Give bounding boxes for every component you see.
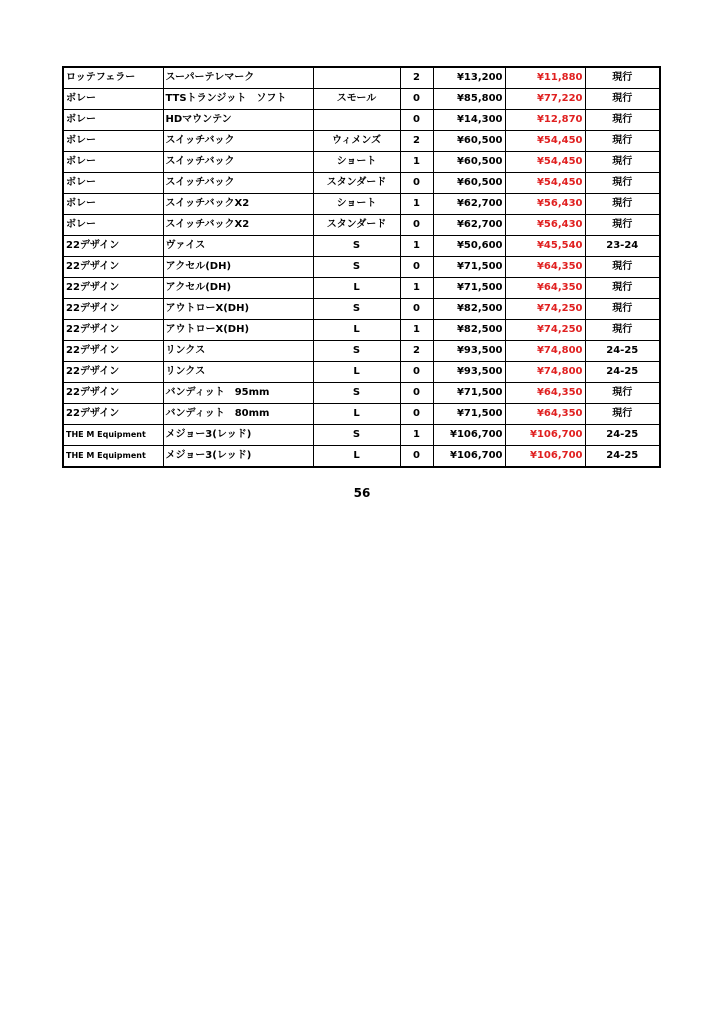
brand-cell: 22デザイン [63,341,163,362]
quantity-cell: 0 [400,383,433,404]
brand-cell: 22デザイン [63,362,163,383]
size-cell: S [313,425,400,446]
list-price-cell: ¥93,500 [433,341,505,362]
brand-cell: ボレー [63,152,163,173]
table-row [63,173,660,194]
sale-price-cell: ¥64,350 [505,257,585,278]
status-cell: 現行 [585,110,660,131]
list-price-cell: ¥62,700 [433,215,505,236]
table-row [63,194,660,215]
sale-price-cell: ¥54,450 [505,152,585,173]
list-price-cell: ¥71,500 [433,404,505,425]
brand-cell: THE M Equipment [63,425,163,446]
quantity-cell: 0 [400,215,433,236]
model-cell: TTSトランジット ソフト [163,89,313,110]
size-cell: L [313,446,400,468]
status-cell: 現行 [585,67,660,89]
inventory-table [62,66,661,468]
sale-price-cell: ¥106,700 [505,446,585,468]
status-cell: 現行 [585,131,660,152]
sale-price-cell: ¥64,350 [505,404,585,425]
model-cell: アウトローX(DH) [163,299,313,320]
size-cell: ショート [313,194,400,215]
sale-price-cell: ¥12,870 [505,110,585,131]
brand-cell: ボレー [63,110,163,131]
list-price-cell: ¥62,700 [433,194,505,215]
list-price-cell: ¥60,500 [433,131,505,152]
status-cell: 現行 [585,173,660,194]
status-cell: 24-25 [585,362,660,383]
model-cell: バンディット 95mm [163,383,313,404]
size-cell: S [313,257,400,278]
sale-price-cell: ¥11,880 [505,67,585,89]
page-number: 56 [353,486,371,500]
size-cell: L [313,362,400,383]
table-row [63,362,660,383]
brand-cell: 22デザイン [63,257,163,278]
status-cell: 24-25 [585,425,660,446]
brand-cell: 22デザイン [63,383,163,404]
model-cell: リンクス [163,362,313,383]
table-row [63,299,660,320]
status-cell: 現行 [585,320,660,341]
model-cell: スイッチバックX2 [163,215,313,236]
size-cell: S [313,341,400,362]
status-cell: 現行 [585,383,660,404]
list-price-cell: ¥106,700 [433,425,505,446]
size-cell: ショート [313,152,400,173]
quantity-cell: 0 [400,257,433,278]
status-cell: 現行 [585,404,660,425]
status-cell: 現行 [585,152,660,173]
quantity-cell: 1 [400,320,433,341]
list-price-cell: ¥14,300 [433,110,505,131]
size-cell: S [313,236,400,257]
quantity-cell: 0 [400,299,433,320]
quantity-cell: 1 [400,236,433,257]
status-cell: 24-25 [585,446,660,468]
status-cell: 現行 [585,215,660,236]
brand-cell: 22デザイン [63,404,163,425]
size-cell: ウィメンズ [313,131,400,152]
list-price-cell: ¥82,500 [433,320,505,341]
brand-cell: 22デザイン [63,236,163,257]
list-price-cell: ¥85,800 [433,89,505,110]
sale-price-cell: ¥45,540 [505,236,585,257]
model-cell: メジョー3(レッド) [163,425,313,446]
sale-price-cell: ¥54,450 [505,173,585,194]
quantity-cell: 1 [400,425,433,446]
table-row [63,257,660,278]
sale-price-cell: ¥74,250 [505,299,585,320]
sale-price-cell: ¥74,800 [505,341,585,362]
model-cell: リンクス [163,341,313,362]
sale-price-cell: ¥56,430 [505,215,585,236]
list-price-cell: ¥93,500 [433,362,505,383]
quantity-cell: 1 [400,194,433,215]
table-row [63,236,660,257]
size-cell: S [313,299,400,320]
brand-cell: ロッテフェラー [63,67,163,89]
table-row [63,425,660,446]
status-cell: 現行 [585,299,660,320]
sale-price-cell: ¥56,430 [505,194,585,215]
quantity-cell: 1 [400,152,433,173]
quantity-cell: 2 [400,67,433,89]
model-cell: アクセル(DH) [163,257,313,278]
list-price-cell: ¥71,500 [433,383,505,404]
table-row [63,383,660,404]
table-row [63,341,660,362]
list-price-cell: ¥71,500 [433,278,505,299]
model-cell: バンディット 80mm [163,404,313,425]
quantity-cell: 0 [400,362,433,383]
table-row [63,67,660,89]
size-cell: L [313,404,400,425]
model-cell: スイッチバック [163,152,313,173]
list-price-cell: ¥71,500 [433,257,505,278]
status-cell: 23-24 [585,236,660,257]
quantity-cell: 1 [400,278,433,299]
model-cell: スイッチバックX2 [163,194,313,215]
quantity-cell: 0 [400,89,433,110]
brand-cell: ボレー [63,173,163,194]
model-cell: スイッチバック [163,173,313,194]
brand-cell: 22デザイン [63,278,163,299]
size-cell: L [313,320,400,341]
table-row [63,320,660,341]
table-row [63,152,660,173]
sale-price-cell: ¥54,450 [505,131,585,152]
sale-price-cell: ¥77,220 [505,89,585,110]
model-cell: HDマウンテン [163,110,313,131]
brand-cell: 22デザイン [63,299,163,320]
sale-price-cell: ¥64,350 [505,278,585,299]
sale-price-cell: ¥106,700 [505,425,585,446]
list-price-cell: ¥106,700 [433,446,505,468]
quantity-cell: 0 [400,446,433,468]
size-cell: スタンダード [313,215,400,236]
size-cell: スモール [313,89,400,110]
model-cell: アウトローX(DH) [163,320,313,341]
brand-cell: ボレー [63,215,163,236]
brand-cell: ボレー [63,131,163,152]
size-cell: S [313,383,400,404]
quantity-cell: 0 [400,173,433,194]
status-cell: 24-25 [585,341,660,362]
quantity-cell: 0 [400,110,433,131]
brand-cell: ボレー [63,194,163,215]
brand-cell: 22デザイン [63,320,163,341]
table-row [63,110,660,131]
quantity-cell: 2 [400,341,433,362]
size-cell [313,110,400,131]
table-row [63,446,660,468]
brand-cell: THE M Equipment [63,446,163,468]
model-cell: メジョー3(レッド) [163,446,313,468]
model-cell: ヴァイス [163,236,313,257]
quantity-cell: 0 [400,404,433,425]
size-cell: L [313,278,400,299]
sale-price-cell: ¥64,350 [505,383,585,404]
sale-price-cell: ¥74,250 [505,320,585,341]
inventory-table-body [63,67,660,467]
quantity-cell: 2 [400,131,433,152]
table-row [63,404,660,425]
list-price-cell: ¥13,200 [433,67,505,89]
list-price-cell: ¥50,600 [433,236,505,257]
table-row [63,131,660,152]
list-price-cell: ¥60,500 [433,173,505,194]
table-row [63,89,660,110]
brand-cell: ボレー [63,89,163,110]
list-price-cell: ¥82,500 [433,299,505,320]
size-cell [313,67,400,89]
model-cell: アクセル(DH) [163,278,313,299]
status-cell: 現行 [585,257,660,278]
list-price-cell: ¥60,500 [433,152,505,173]
status-cell: 現行 [585,278,660,299]
sale-price-cell: ¥74,800 [505,362,585,383]
model-cell: スイッチバック [163,131,313,152]
table-row [63,278,660,299]
table-row [63,215,660,236]
status-cell: 現行 [585,194,660,215]
status-cell: 現行 [585,89,660,110]
size-cell: スタンダード [313,173,400,194]
model-cell: スーパーテレマーク [163,67,313,89]
